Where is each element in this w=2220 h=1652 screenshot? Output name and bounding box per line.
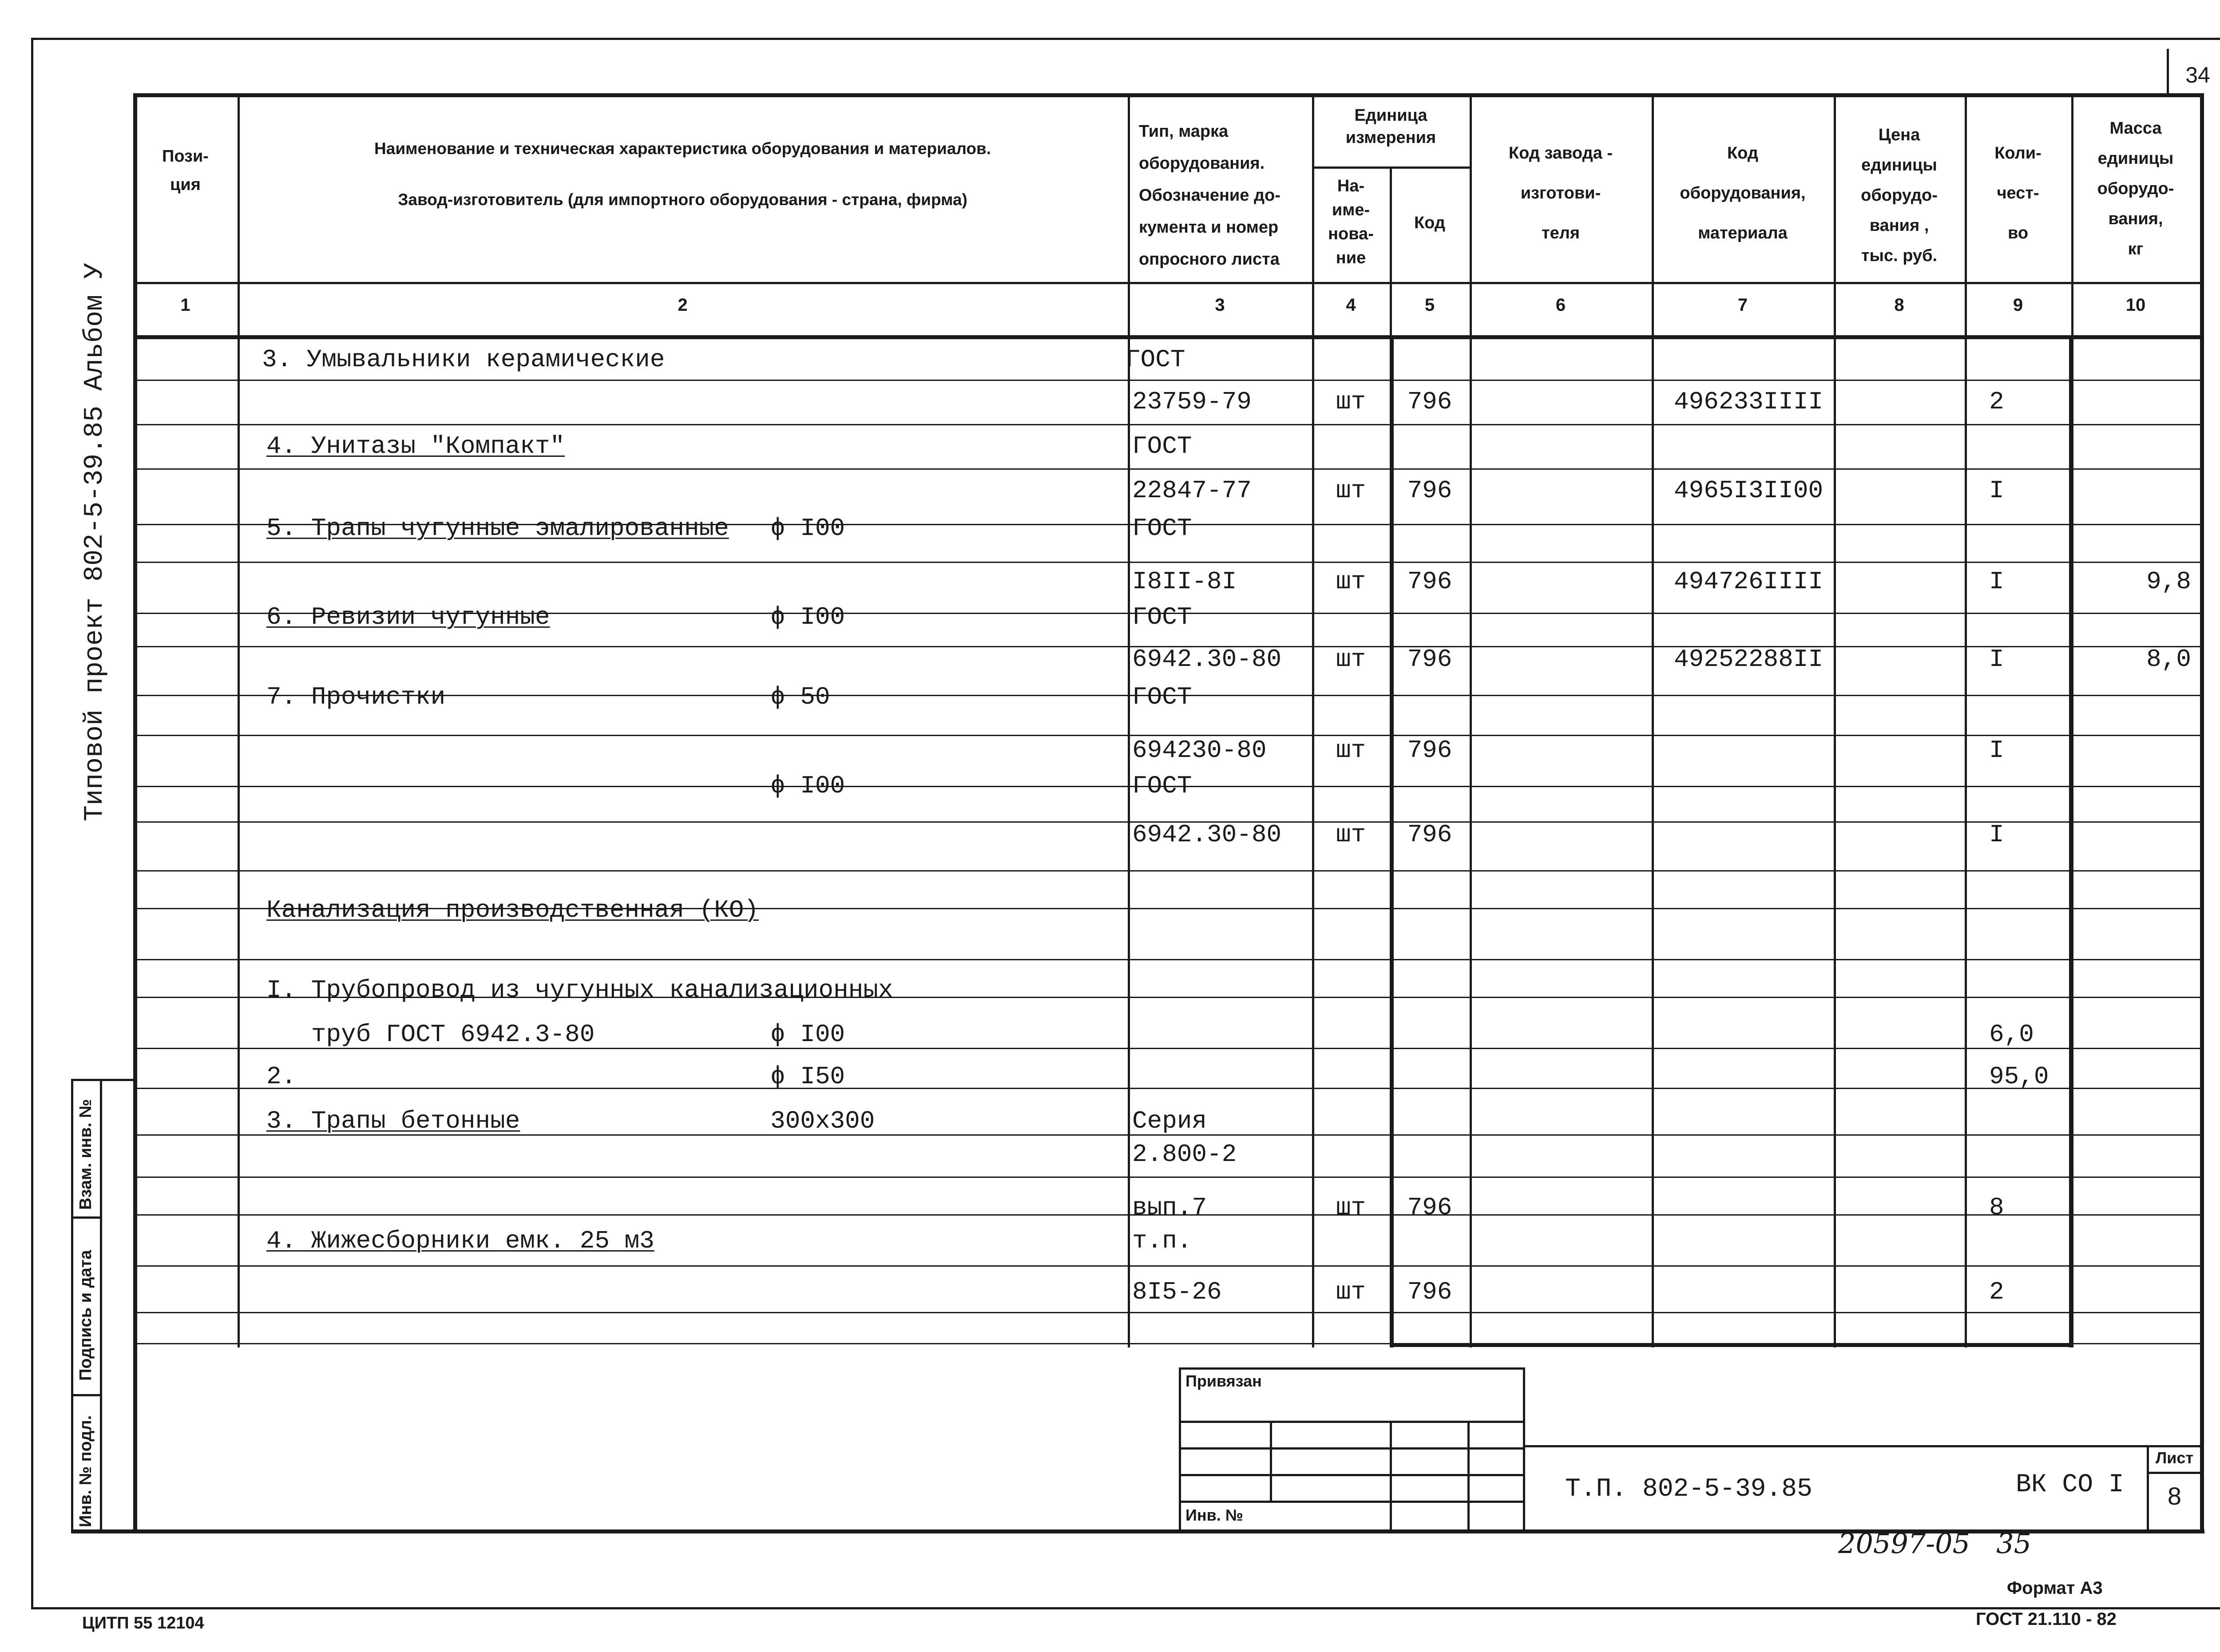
- citp-label: ЦИТП 55 12104: [82, 1614, 204, 1632]
- privyazan-col1: [1270, 1421, 1272, 1501]
- row-name: Канализация производственная (КО): [266, 896, 759, 924]
- row-unit: шт: [1336, 1193, 1366, 1222]
- privyazan-row1: [1179, 1421, 1525, 1423]
- row-qty: I: [1989, 476, 2004, 505]
- row-line: [133, 1312, 2202, 1313]
- row-code: 796: [1407, 645, 1452, 673]
- row-code: 796: [1407, 388, 1452, 416]
- unit-group-line: [1312, 166, 1470, 169]
- row-mass: 9,8: [2146, 567, 2191, 596]
- row-line: [133, 1088, 2202, 1089]
- col-line-5: [1470, 93, 1472, 1347]
- row-qty: I: [1989, 820, 2004, 849]
- title-block-top: [1523, 1445, 2202, 1447]
- row-type: Серия: [1132, 1107, 1207, 1135]
- col-line-1: [238, 93, 240, 1347]
- row-type: ГОСТ: [1132, 683, 1192, 711]
- row-type: ГОСТ: [1126, 345, 1185, 374]
- row-name: 5. Трапы чугунные эмалированные: [266, 514, 729, 543]
- row-type: ГОСТ: [1132, 603, 1192, 631]
- header-price: Цена единицы оборудо- вания , тыс. руб.: [1861, 126, 1938, 265]
- header-position: Пози- ция: [162, 147, 209, 194]
- row-equip-code: 494726IIII: [1674, 567, 1824, 596]
- row-type: ГОСТ: [1132, 772, 1192, 800]
- frame-bottom: [31, 1607, 2220, 1609]
- header-factory-code: Код завода - изготови- теля: [1508, 144, 1613, 242]
- row-diam: 300х300: [770, 1107, 875, 1135]
- col-line-6: [1652, 93, 1654, 1347]
- table-top-border: [133, 93, 2202, 97]
- privyazan-label: Привязан: [1185, 1372, 1262, 1390]
- header-unit-name: На- име- нова- ние: [1328, 177, 1374, 267]
- col-line-8: [1965, 93, 1967, 1347]
- frame-left: [31, 38, 33, 1609]
- frame-top: [31, 38, 2220, 40]
- row-unit: шт: [1336, 567, 1366, 596]
- row-qty: 95,0: [1989, 1062, 2049, 1091]
- header-unit-group: Единица измерения: [1345, 106, 1436, 147]
- header-name-line1: Наименование и техническая характеристика оборудования и материалов.: [374, 139, 991, 158]
- row-type: I8II-8I: [1132, 567, 1237, 596]
- row-code: 796: [1407, 820, 1452, 849]
- row-line: [133, 424, 2202, 425]
- privyazan-col3: [1467, 1421, 1470, 1529]
- col-line-2: [1128, 93, 1130, 1347]
- row-line: [133, 870, 2202, 872]
- privyazan-row3: [1179, 1474, 1525, 1476]
- row-type: 694230-80: [1132, 736, 1267, 765]
- row-line: [133, 1343, 2202, 1344]
- header-equip-code: Код оборудования, материала: [1680, 144, 1806, 242]
- data-frame-right: [2069, 337, 2073, 1347]
- row-line: [133, 1265, 2202, 1267]
- row-type: ГОСТ: [1132, 514, 1192, 543]
- row-code: 796: [1407, 476, 1452, 505]
- header-name-line2: Завод-изготовитель (для импортного оборудования - страна, фирма): [398, 190, 967, 209]
- row-unit: шт: [1336, 1278, 1366, 1306]
- row-line: [133, 380, 2202, 381]
- designation: Т.П. 802-5-39.85: [1565, 1475, 1812, 1504]
- row-diam: ϕ I50: [770, 1062, 845, 1091]
- row-equip-code: 496233IIII: [1674, 388, 1824, 416]
- row-line: [133, 468, 2202, 470]
- album-label: Альбом У: [80, 262, 110, 391]
- row-qty: 6,0: [1989, 1020, 2034, 1049]
- row-qty: 8: [1989, 1193, 2004, 1222]
- row-line: [133, 959, 2202, 960]
- header-quantity: Коли- чест- во: [1994, 144, 2042, 242]
- row-name: I. Трубопровод из чугунных канализационных: [266, 976, 893, 1004]
- handwritten-number: 20597-05 35: [1838, 1527, 2032, 1560]
- col-number: 2: [678, 295, 688, 315]
- row-name: труб ГОСТ 6942.3-80: [266, 1020, 595, 1049]
- row-qty: I: [1989, 736, 2004, 765]
- header-type: Тип, марка оборудования. Обозначение до- кумента и номер опросного листа: [1139, 122, 1280, 269]
- col-number: 9: [2013, 295, 2023, 315]
- row-name: 4. Унитазы "Компакт": [266, 432, 565, 460]
- col-number: 6: [1555, 295, 1566, 315]
- col-line-7: [1834, 93, 1836, 1347]
- col-number: 5: [1424, 295, 1435, 315]
- privyazan-top: [1179, 1367, 1525, 1370]
- row-type: 22847-77: [1132, 476, 1252, 505]
- inv-podl-label: Инв. № подл.: [76, 1415, 95, 1527]
- col-number: 10: [2125, 295, 2146, 315]
- row-unit: шт: [1336, 736, 1366, 765]
- col-number: 1: [180, 295, 190, 315]
- side-stamp-mid: [100, 1079, 102, 1532]
- row-unit: шт: [1336, 476, 1366, 505]
- row-mass: 8,0: [2146, 645, 2191, 673]
- row-name: 4. Жижесборники емк. 25 м3: [266, 1227, 654, 1255]
- col-number-bottom-line: [133, 335, 2202, 339]
- row-name: 3. Трапы бетонные: [266, 1107, 520, 1135]
- format-label: Формат А3: [2007, 1578, 2103, 1598]
- row-diam: ϕ 50: [770, 683, 830, 711]
- list-label: Лист: [2155, 1449, 2194, 1467]
- row-diam: ϕ I00: [770, 603, 845, 631]
- row-name: 3. Умывальники керамические: [262, 345, 665, 374]
- list-box-divider: [2147, 1472, 2202, 1474]
- row-code: 796: [1407, 1193, 1452, 1222]
- row-unit: шт: [1336, 388, 1366, 416]
- row-type: 6942.30-80: [1132, 820, 1282, 849]
- col-number: 3: [1215, 295, 1225, 315]
- row-type: ГОСТ: [1132, 432, 1192, 460]
- row-type: 2.800-2: [1132, 1140, 1237, 1169]
- row-diam: ϕ I00: [770, 772, 845, 800]
- row-equip-code: 49252288II: [1674, 645, 1824, 673]
- row-unit: шт: [1336, 820, 1366, 849]
- row-qty: 2: [1989, 388, 2004, 416]
- row-name: 7. Прочистки: [266, 683, 446, 711]
- inv-label: Инв. №: [1185, 1506, 1243, 1524]
- row-code: 796: [1407, 1278, 1452, 1306]
- side-stamp-div1: [71, 1216, 102, 1219]
- side-stamp-left: [71, 1079, 73, 1532]
- row-name: 6. Ревизии чугунные: [266, 603, 550, 631]
- row-code: 796: [1407, 567, 1452, 596]
- row-type: т.п.: [1132, 1227, 1192, 1255]
- row-unit: шт: [1336, 645, 1366, 673]
- row-qty: I: [1989, 567, 2004, 596]
- privyazan-row4: [1179, 1501, 1525, 1503]
- row-type: вып.7: [1132, 1193, 1207, 1222]
- row-diam: ϕ I00: [770, 1020, 845, 1049]
- row-qty: I: [1989, 645, 2004, 673]
- row-type: 23759-79: [1132, 388, 1252, 416]
- col-number: 7: [1737, 295, 1748, 315]
- row-equip-code: 4965I3II00: [1674, 476, 1824, 505]
- row-code: 796: [1407, 736, 1452, 765]
- podpis-label: Подпись и дата: [76, 1250, 95, 1381]
- row-line: [133, 1177, 2202, 1178]
- col-number: 8: [1894, 295, 1904, 315]
- row-type: 8I5-26: [1132, 1278, 1222, 1306]
- row-line: [133, 562, 2202, 563]
- header-bottom-line: [133, 282, 2202, 284]
- row-diam: ϕ I00: [770, 514, 845, 543]
- header-unit-code: Код: [1414, 214, 1446, 232]
- side-stamp-top: [71, 1079, 133, 1081]
- privyazan-row2: [1179, 1447, 1525, 1450]
- document-code: ВК СО I: [2016, 1470, 2124, 1499]
- project-label: Типовой проект 802-5-39.85: [80, 405, 110, 821]
- col-line-3: [1312, 93, 1314, 1347]
- list-number: 8: [2167, 1482, 2182, 1510]
- sheet-number: 34: [2185, 63, 2210, 87]
- header-mass: Масса единицы оборудо- вания, кг: [2097, 119, 2174, 258]
- row-name: 2.: [266, 1062, 297, 1091]
- row-qty: 2: [1989, 1278, 2004, 1306]
- vzam-label: Взам. инв. №: [76, 1099, 95, 1210]
- row-type: 6942.30-80: [1132, 645, 1282, 673]
- gost-label: ГОСТ 21.110 - 82: [1976, 1609, 2117, 1629]
- privyazan-col2: [1390, 1421, 1392, 1529]
- col-number: 4: [1346, 295, 1356, 315]
- table-right-border: [2200, 93, 2204, 1532]
- side-stamp-div2: [71, 1394, 102, 1396]
